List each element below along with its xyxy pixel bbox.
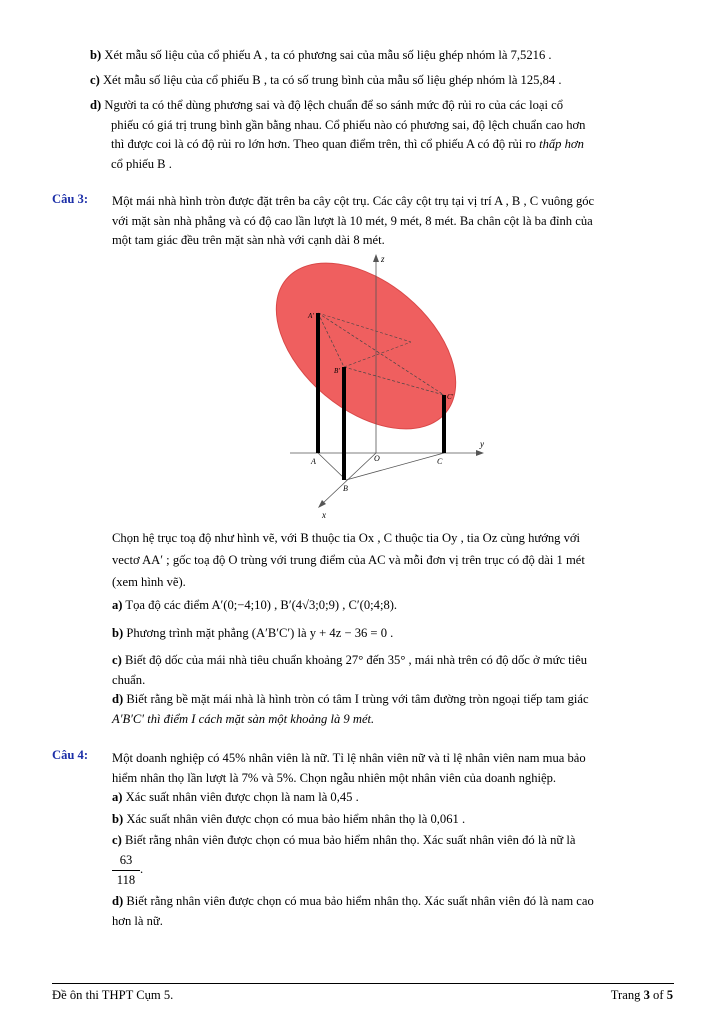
q3-heading: Câu 3: xyxy=(52,192,89,206)
q3-item-c: c) Biết độ dốc của mái nhà tiêu chuẩn khoảng 27° đến 35° , mái nhà trên có độ dốc ở mức tiêu chuẩn. xyxy=(112,653,588,687)
q3-item-a: a) Tọa độ các điểm A′(0;−4;10) , B′(4√3;0;9) , C′(0;4;8). xyxy=(112,598,398,612)
label-o: O xyxy=(374,454,380,463)
q4-c-tail: . xyxy=(140,862,144,876)
q3-item-d: d) Biết rằng bề mặt mái nhà là hình tròn có tâm I trùng với tâm đường tròn ngoại tiếp tam giác A′B′C′ thì điểm I cách mặt sàn một khoảng là 9 mét. xyxy=(112,692,589,726)
x-axis xyxy=(322,453,376,504)
label-a1: A' xyxy=(308,312,314,320)
label-b: B xyxy=(343,484,348,493)
z-arrow xyxy=(373,254,379,262)
label-c: C xyxy=(437,457,443,466)
label-c1: C' xyxy=(447,393,454,401)
floor-edge-ab xyxy=(318,453,346,480)
label-a: A xyxy=(311,457,316,466)
q4-intro: Một doanh nghiệp có 45% nhân viên là nữ. Tỉ lệ nhân viên nữ và tỉ lệ nhân viên nam mua bảo hiểm nhân thọ lần lượt là 7% và 5%. Chọn ngẫu nhiên một nhân viên của doanh nghiệp. xyxy=(112,751,586,785)
footer-page-number: Trang 3 of 5 xyxy=(610,988,673,1002)
fraction-bar xyxy=(112,870,140,871)
label-z: z xyxy=(381,254,385,264)
q2-item-b: b) Xét mẫu số liệu của cổ phiếu A , ta có phương sai của mẫu số liệu ghép nhóm là 7,5216 . xyxy=(90,48,552,62)
q2-item-c: c) Xét mẫu số liệu của cổ phiếu B , ta có số trung bình của mẫu số liệu ghép nhóm là 125,84 . xyxy=(90,73,562,87)
label-y: y xyxy=(480,439,484,449)
label-x: x xyxy=(322,510,326,520)
q3-intro: Một mái nhà hình tròn được đặt trên ba cây cột trụ. Các cây cột trụ tại vị trí A , B , C vuông góc với mặt sàn nhà phẳng và có độ cao lần lượt là 10 mét, 9 mét, 8 mét. Ba chân cột là ba đỉnh của một tam giác đều trên mặt sàn nhà với cạnh dài 8 mét. xyxy=(112,194,595,247)
q4-item-c: c) Biết rằng nhân viên được chọn có mua bảo hiểm nhân thọ. Xác suất nhân viên đó là nữ là xyxy=(112,833,576,847)
q4-item-d: d) Biết rằng nhân viên được chọn có mua bảo hiểm nhân thọ. Xác suất nhân viên đó là nam cao hơn là nữ. xyxy=(112,894,594,928)
q4-item-b: b) Xác suất nhân viên được chọn có mua bảo hiểm nhân thọ là 0,061 . xyxy=(112,812,466,826)
roof-figure xyxy=(268,250,488,522)
q4-item-a: a) Xác suất nhân viên được chọn là nam là 0,45 . xyxy=(112,790,359,804)
q3-setup: Chọn hệ trục toạ độ như hình vẽ, với B thuộc tia Ox , C thuộc tia Oy , tia Oz cùng hướng với vectơ AA′ ; gốc toạ độ O trùng với trung điểm của AC và mỗi đơn vị trên trục có độ dài 1 mét (xem hình vẽ). xyxy=(112,531,585,589)
q3-item-b: b) Phương trình mặt phẳng (A′B′C′) là y + 4z − 36 = 0 . xyxy=(112,626,394,640)
q4-c-fraction: 63 118 xyxy=(112,852,140,889)
footer-rule xyxy=(52,983,674,984)
label-b1: B' xyxy=(334,367,340,375)
floor-edge-bc xyxy=(346,453,444,480)
q4-heading: Câu 4: xyxy=(52,748,89,762)
roof-disc xyxy=(268,250,487,462)
q2-item-d: d) Người ta có thể dùng phương sai và độ lệch chuẩn để so sánh mức độ rủi ro của các loại cổ phiếu có giá trị trung bình gần bằng nhau. Cổ phiếu nào có phương sai, độ lệch chuẩn cao hơn thì được coi là có độ rủi ro lớn hơn. Theo quan điểm trên, thì cổ phiếu A có độ rủi ro thấp hơn cổ phiếu B . xyxy=(90,98,586,171)
footer-title: Đề ôn thi THPT Cụm 5. xyxy=(52,988,174,1002)
y-arrow xyxy=(476,450,484,456)
